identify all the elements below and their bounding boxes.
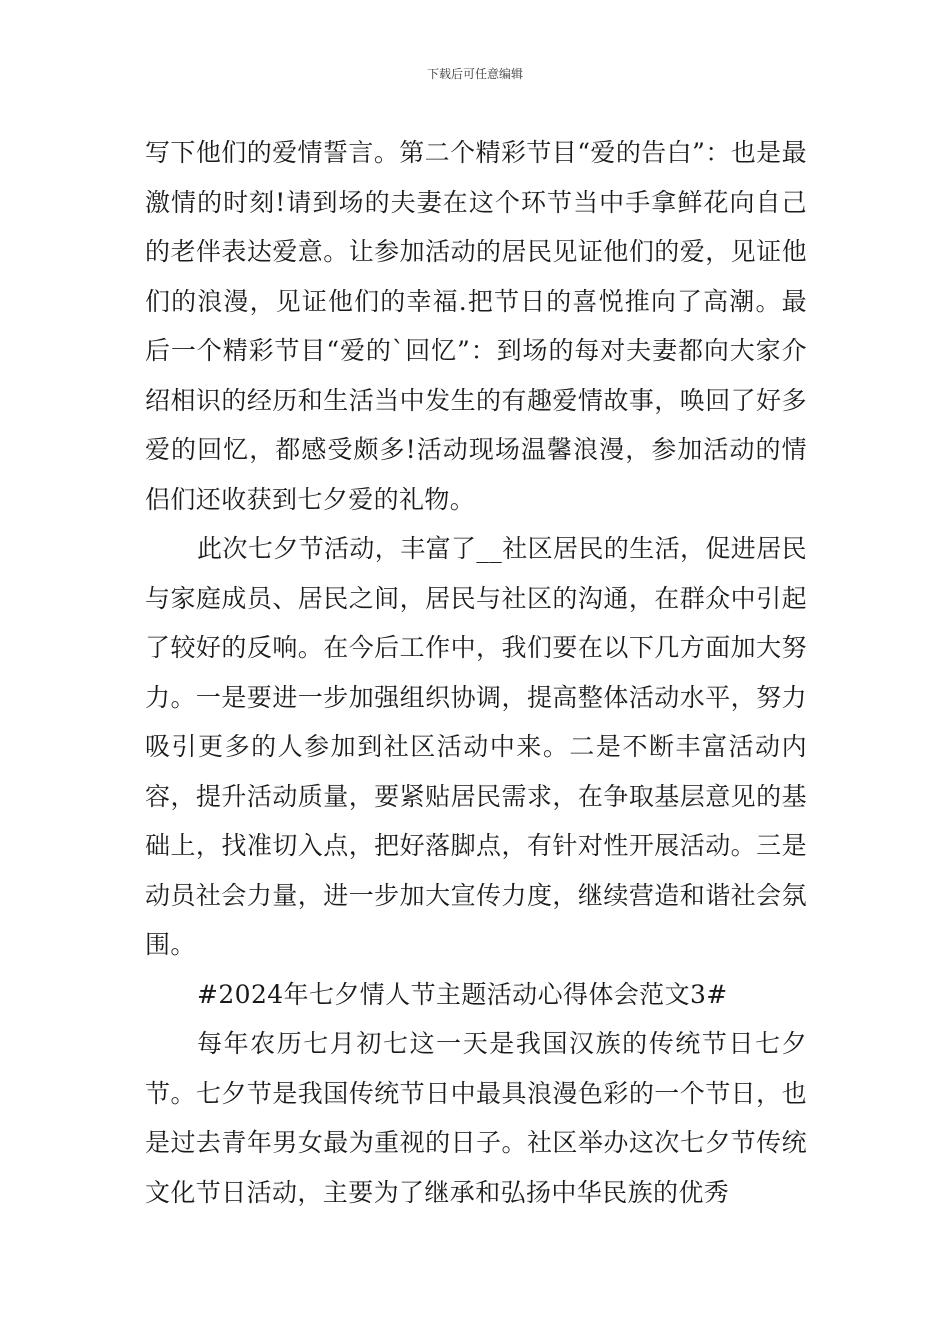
section-heading: #2024年七夕情人节主题活动心得体会范文3# <box>197 979 728 1009</box>
page-header-note: 下载后可任意编辑 <box>426 67 523 81</box>
paragraph-1: 写下他们的爱情誓言。第二个精彩节目“爱的告白”：也是最激情的时刻!请到场的夫妻在这个环节当中手拿鲜花向自己的老伴表达爱意。让参加活动的居民见证他们的爱，见证他们的浪漫，见证他们的幸福.把节日的喜悦推向了高潮。最后一个精彩节目“爱的`回忆”：到场的每对夫妻都向大家介绍相识的经历和生活当中发生的有趣爱情故事，唤回了好多爱的回忆，都感受颇多!活动现场温馨浪漫，参加活动的情侣们还收获到七夕爱的礼物。 <box>145 138 807 514</box>
paragraph-2: 此次七夕节活动，丰富了__社区居民的生活，促进居民与家庭成员、居民之间，居民与社区的沟通，在群众中引起了较好的反响。在今后工作中，我们要在以下几方面加大努力。一是要进一步加强组织协调，提高整体活动水平，努力吸引更多的人参加到社区活动中来。二是不断丰富活动内容，提升活动质量，要紧贴居民需求，在争取基层意见的基础上，找准切入点，把好落脚点，有针对性开展活动。三是动员社会力量，进一步加大宣传力度，继续营造和谐社会氛围。 <box>145 534 808 959</box>
paragraph-3: 每年农历七月初七这一天是我国汉族的传统节日七夕节。七夕节是我国传统节日中最具浪漫色彩的一个节日，也是过去青年男女最为重视的日子。社区举办这次七夕节传统文化节日活动，主要为了继承和弘扬中华民族的优秀 <box>145 1029 807 1207</box>
document-body <box>145 128 807 1217</box>
